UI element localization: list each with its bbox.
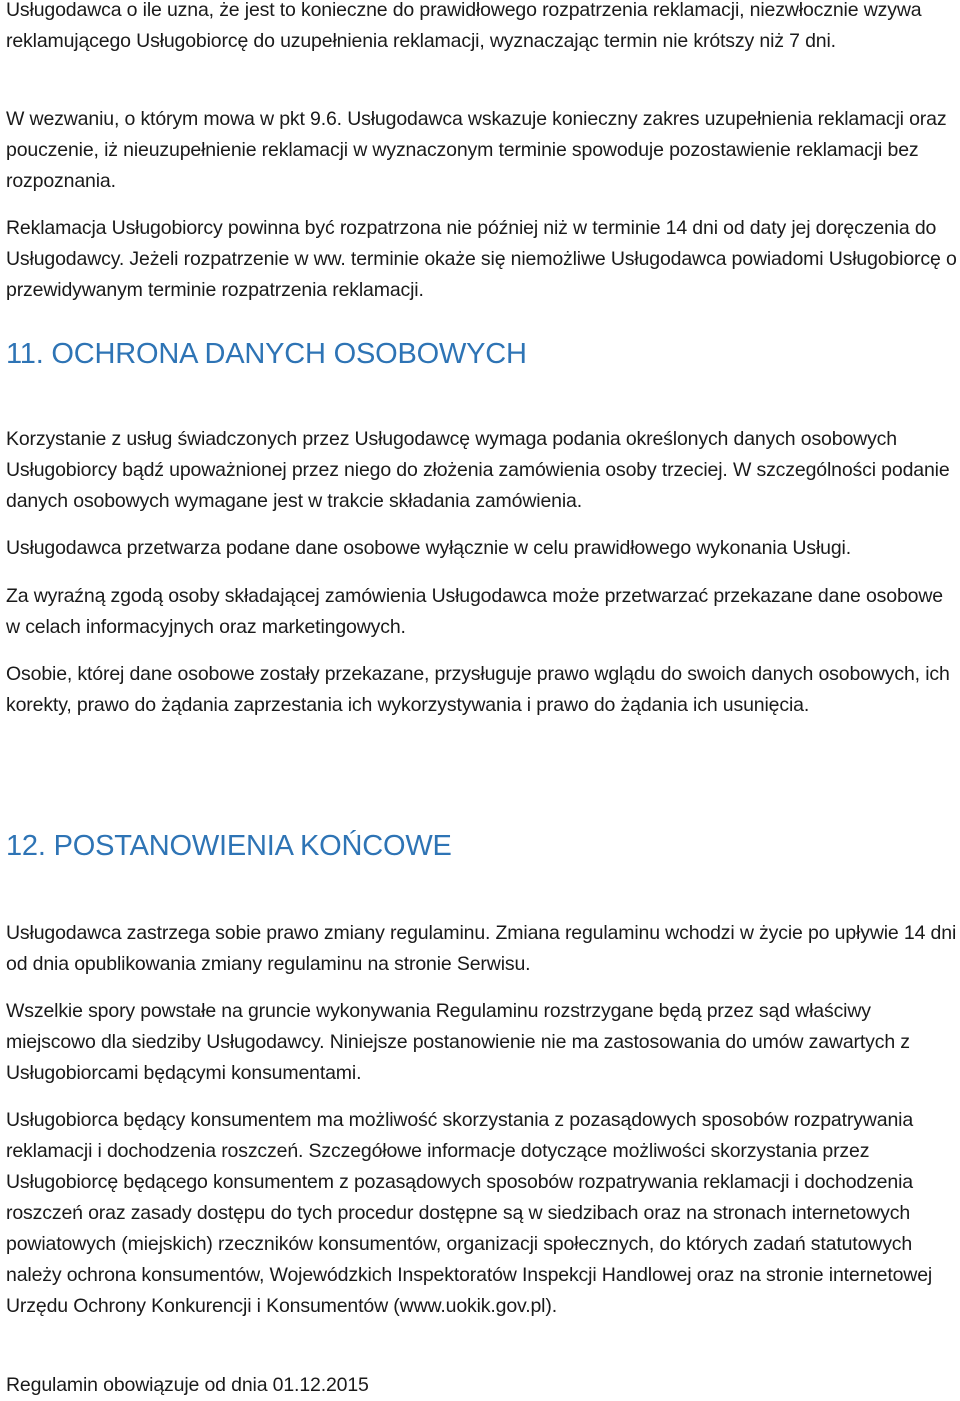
paragraph-summons-scope: W wezwaniu, o którym mowa w pkt 9.6. Usługodawca wskazuje konieczny zakres uzupełnienia reklamacji oraz pouczenie, iż nieuzupełnienie reklamacji w wyznaczonym terminie spowoduje pozostawienie reklamacji bez rozpoznania.	[6, 108, 947, 192]
paragraph-marketing-consent: Za wyraźną zgodą osoby składającej zamówienia Usługodawca może przetwarzać przekazane dane osobowe w celach informacyjnych oraz marketingowych.	[6, 585, 943, 638]
section-12-heading: 12. POSTANOWIENIA KOŃCOWE	[6, 830, 452, 862]
paragraph-disputes: Wszelkie spory powstałe na gruncie wykonywania Regulaminu rozstrzygane będą przez sąd właściwy miejscowo dla siedziby Usługodawcy. Niniejsze postanowienie nie ma zastosowania do umów zawartych z Usługobiorcami będącymi konsumentami.	[6, 1000, 910, 1084]
paragraph-complaint-supplement: Usługodawca o ile uzna, że jest to konieczne do prawidłowego rozpatrzenia reklamacji, niezwłocznie wzywa reklamującego Usługobiorcę do uzupełnienia reklamacji, wyznaczając termin nie krótszy niż 7 dni.	[6, 0, 922, 52]
paragraph-terms-change: Usługodawca zastrzega sobie prawo zmiany regulaminu. Zmiana regulaminu wchodzi w życie po upływie 14 dni od dnia opublikowania zmiany regulaminu na stronie Serwisu.	[6, 922, 957, 975]
paragraph-data-processing: Usługodawca przetwarza podane dane osobowe wyłącznie w celu prawidłowego wykonania Usługi.	[6, 537, 851, 559]
paragraph-personal-data-required: Korzystanie z usług świadczonych przez Usługodawcę wymaga podania określonych danych osobowych Usługobiorcy bądź upoważnionej przez niego do złożenia zamówienia osoby trzeciej. W szczególności podanie danych osobowych wymagane jest w trakcie składania zamówienia.	[6, 428, 950, 512]
paragraph-effective-date: Regulamin obowiązuje od dnia 01.12.2015	[6, 1374, 369, 1396]
paragraph-data-rights: Osobie, której dane osobowe zostały przekazane, przysługuje prawo wglądu do swoich danych osobowych, ich korekty, prawo do żądania zaprzestania ich wykorzystywania i prawo do żądania ich usunięcia.	[6, 663, 950, 716]
paragraph-out-of-court: Usługobiorca będący konsumentem ma możliwość skorzystania z pozasądowych sposobów rozpatrywania reklamacji i dochodzenia roszczeń. Szczegółowe informacje dotyczące możliwości skorzystania przez Usługobiorcę będącego konsumentem z pozasądowych sposobów rozpatrywania reklamacji i dochodzenia roszczeń oraz zasady dostępu do tych procedur dostępne są w siedzibach oraz na stronach internetowych powiatowych (miejskich) rzeczników konsumentów, organizacji społecznych, do których zadań statutowych należy ochrona konsumentów, Wojewódzkich Inspektoratów Inspekcji Handlowej oraz na stronie internetowej Urzędu Ochrony Konkurencji i Konsumentów (www.uokik.gov.pl).	[6, 1109, 933, 1317]
section-11-heading: 11. OCHRONA DANYCH OSOBOWYCH	[6, 338, 527, 370]
paragraph-complaint-deadline: Reklamacja Usługobiorcy powinna być rozpatrzona nie później niż w terminie 14 dni od daty jej doręczenia do Usługodawcy. Jeżeli rozpatrzenie w ww. terminie okaże się niemożliwe Usługodawca powiadomi Usługobiorcę o przewidywanym terminie rozpatrzenia reklamacji.	[6, 217, 957, 301]
